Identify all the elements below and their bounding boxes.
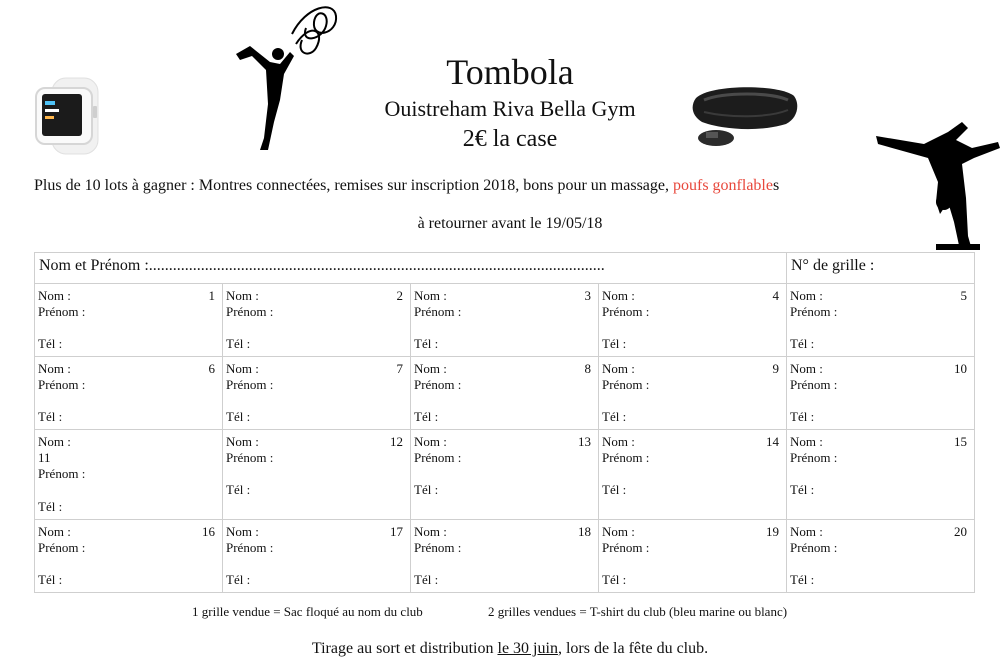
nom-label: Nom : bbox=[414, 288, 447, 303]
cell-number: 15 bbox=[954, 434, 967, 449]
prenom-label: Prénom : bbox=[414, 304, 462, 319]
raffle-cell[interactable] bbox=[787, 520, 975, 593]
nom-label: Nom : bbox=[602, 524, 635, 539]
nom-label: Nom : bbox=[38, 434, 71, 449]
cell-number: 8 bbox=[584, 361, 591, 376]
tel-label: Tél : bbox=[790, 482, 815, 497]
prizes-text-end: s bbox=[772, 177, 780, 194]
nom-label: Nom : bbox=[790, 288, 823, 303]
cell-number: 6 bbox=[208, 361, 215, 376]
tel-label: Tél : bbox=[226, 409, 251, 424]
prenom-label: Prénom : bbox=[226, 540, 274, 555]
nom-label: Nom : bbox=[38, 524, 71, 539]
draw-info bbox=[10, 640, 1000, 658]
raffle-cell[interactable] bbox=[223, 520, 411, 593]
cell-number: 3 bbox=[584, 288, 591, 303]
cell-number: 7 bbox=[396, 361, 403, 376]
nom-label: Nom : bbox=[414, 361, 447, 376]
bonus-two-grids: 2 grilles vendues = T-shirt du club (bleu marine ou blanc) bbox=[488, 604, 788, 619]
nom-label: Nom : bbox=[38, 288, 71, 303]
prenom-label: Prénom : bbox=[226, 304, 274, 319]
cell-number: 18 bbox=[578, 524, 591, 539]
raffle-cell[interactable] bbox=[35, 430, 223, 520]
tel-label: Tél : bbox=[38, 336, 63, 351]
prenom-label: Prénom : bbox=[790, 450, 838, 465]
nom-label: Nom : bbox=[602, 434, 635, 449]
tel-label: Tél : bbox=[602, 409, 627, 424]
seller-name-field[interactable]: Nom et Prénom :.................................................................................................................. bbox=[35, 253, 787, 284]
raffle-cell[interactable] bbox=[787, 357, 975, 430]
raffle-grid bbox=[34, 252, 975, 593]
cell-number: 5 bbox=[960, 288, 967, 303]
tel-label: Tél : bbox=[602, 482, 627, 497]
prenom-label: Prénom : bbox=[602, 540, 650, 555]
cell-number: 4 bbox=[772, 288, 779, 303]
grid-row bbox=[35, 520, 975, 593]
raffle-cell[interactable] bbox=[599, 284, 787, 357]
tel-label: Tél : bbox=[414, 336, 439, 351]
grid-row bbox=[35, 430, 975, 520]
nom-label: Nom : bbox=[226, 524, 259, 539]
tel-label: Tél : bbox=[38, 572, 63, 587]
raffle-cell[interactable] bbox=[223, 357, 411, 430]
cell-number: 9 bbox=[772, 361, 779, 376]
prenom-label: Prénom : bbox=[790, 377, 838, 392]
tel-label: Tél : bbox=[38, 409, 63, 424]
cell-number: 17 bbox=[390, 524, 403, 539]
prenom-label: Prénom : bbox=[38, 466, 86, 481]
prenom-label: Prénom : bbox=[602, 450, 650, 465]
raffle-cell[interactable] bbox=[35, 520, 223, 593]
cell-number: 2 bbox=[396, 288, 403, 303]
cell-number: 13 bbox=[578, 434, 591, 449]
prenom-label: Prénom : bbox=[38, 304, 86, 319]
nom-label: Nom : bbox=[790, 524, 823, 539]
prizes-highlight: poufs gonflable bbox=[673, 177, 773, 194]
raffle-cell[interactable] bbox=[35, 284, 223, 357]
nom-label: Nom : bbox=[790, 434, 823, 449]
grid-number-field[interactable]: N° de grille : bbox=[787, 253, 975, 284]
raffle-cell[interactable] bbox=[35, 357, 223, 430]
prenom-label: Prénom : bbox=[602, 377, 650, 392]
tel-label: Tél : bbox=[790, 336, 815, 351]
tel-label: Tél : bbox=[226, 336, 251, 351]
tel-label: Tél : bbox=[790, 409, 815, 424]
prenom-label: Prénom : bbox=[38, 540, 86, 555]
tel-label: Tél : bbox=[226, 572, 251, 587]
tel-label: Tél : bbox=[226, 482, 251, 497]
raffle-cell[interactable] bbox=[411, 357, 599, 430]
cell-number: 12 bbox=[390, 434, 403, 449]
cell-number: 20 bbox=[954, 524, 967, 539]
raffle-cell[interactable] bbox=[411, 520, 599, 593]
tel-label: Tél : bbox=[602, 572, 627, 587]
prenom-label: Prénom : bbox=[602, 304, 650, 319]
raffle-cell[interactable] bbox=[599, 430, 787, 520]
tel-label: Tél : bbox=[414, 409, 439, 424]
nom-label: Nom : bbox=[226, 434, 259, 449]
nom-label: Nom : bbox=[414, 524, 447, 539]
draw-info-text-end: , lors de la fête du club. bbox=[557, 640, 709, 657]
prenom-label: Prénom : bbox=[38, 377, 86, 392]
draw-date: le 30 juin bbox=[497, 640, 558, 657]
seller-row bbox=[35, 253, 975, 284]
cell-number: 11 bbox=[38, 450, 51, 465]
draw-info-text: Tirage au sort et distribution bbox=[311, 640, 498, 657]
tel-label: Tél : bbox=[38, 499, 63, 514]
return-deadline: à retourner avant le 19/05/18 bbox=[417, 215, 603, 232]
tel-label: Tél : bbox=[602, 336, 627, 351]
prenom-label: Prénom : bbox=[414, 377, 462, 392]
raffle-cell[interactable] bbox=[787, 284, 975, 357]
nom-label: Nom : bbox=[38, 361, 71, 376]
club-name: Ouistreham Riva Bella Gym bbox=[384, 96, 636, 121]
raffle-cell[interactable] bbox=[599, 357, 787, 430]
prenom-label: Prénom : bbox=[414, 450, 462, 465]
page-title: Tombola bbox=[446, 52, 574, 92]
tel-label: Tél : bbox=[790, 572, 815, 587]
tel-label: Tél : bbox=[414, 482, 439, 497]
cell-number: 19 bbox=[766, 524, 779, 539]
prenom-label: Prénom : bbox=[790, 304, 838, 319]
tel-label: Tél : bbox=[414, 572, 439, 587]
raffle-cell[interactable] bbox=[411, 430, 599, 520]
cell-number: 16 bbox=[202, 524, 215, 539]
nom-label: Nom : bbox=[790, 361, 823, 376]
raffle-cell[interactable] bbox=[223, 284, 411, 357]
cell-number: 14 bbox=[766, 434, 779, 449]
bonus-one-grid: 1 grille vendue = Sac floqué au nom du club bbox=[192, 604, 423, 619]
raffle-cell[interactable] bbox=[787, 430, 975, 520]
prizes-text: Plus de 10 lots à gagner : Montres connectées, remises sur inscription 2018, bons pour un massage, bbox=[34, 177, 673, 194]
grid-row bbox=[35, 284, 975, 357]
raffle-cell[interactable] bbox=[223, 430, 411, 520]
grid-row bbox=[35, 357, 975, 430]
raffle-cell[interactable] bbox=[599, 520, 787, 593]
nom-label: Nom : bbox=[602, 361, 635, 376]
prizes-description bbox=[34, 176, 779, 196]
cell-number: 1 bbox=[208, 288, 215, 303]
nom-label: Nom : bbox=[226, 288, 259, 303]
nom-label: Nom : bbox=[414, 434, 447, 449]
raffle-cell[interactable] bbox=[411, 284, 599, 357]
prenom-label: Prénom : bbox=[414, 540, 462, 555]
price-per-cell: 2€ la case bbox=[462, 126, 558, 152]
prenom-label: Prénom : bbox=[790, 540, 838, 555]
nom-label: Nom : bbox=[602, 288, 635, 303]
prenom-label: Prénom : bbox=[226, 377, 274, 392]
cell-number: 10 bbox=[954, 361, 967, 376]
prenom-label: Prénom : bbox=[226, 450, 274, 465]
nom-label: Nom : bbox=[226, 361, 259, 376]
